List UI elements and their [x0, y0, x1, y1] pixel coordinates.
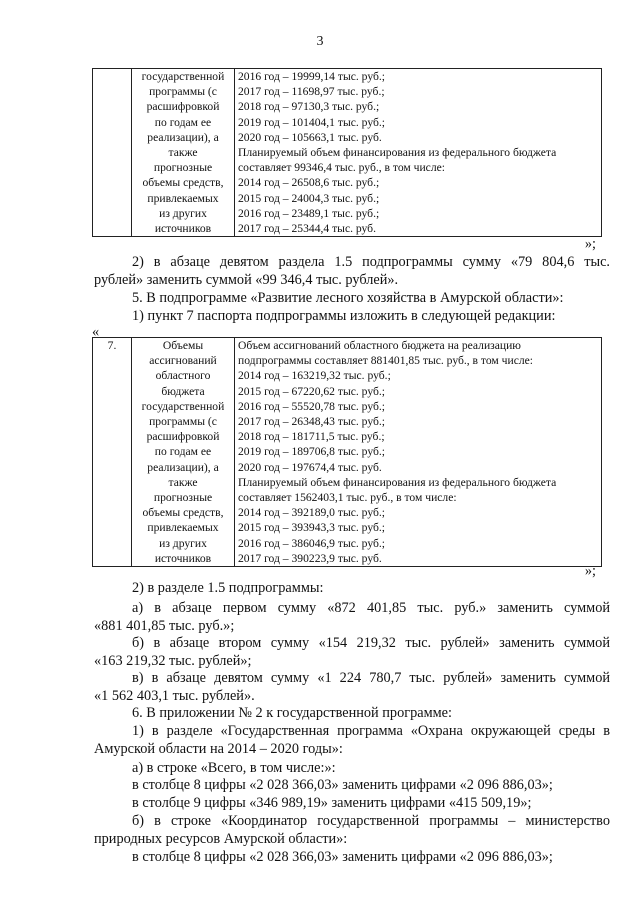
cell-line: также: [168, 146, 198, 160]
cell-line: 2015 год – 67220,62 тыс. руб.;: [238, 384, 385, 398]
paragraph-line: а) в абзаце первом сумму «872 401,85 тыс. руб.» заменить суммой: [132, 600, 610, 616]
cell-line: 2019 год – 101404,1 тыс. руб.;: [238, 115, 385, 129]
cell-line: реализации), а: [147, 460, 219, 474]
paragraph-line: Амурской области на 2014 – 2020 годы»:: [94, 741, 343, 757]
cell-line: прогнозные: [153, 491, 213, 505]
table-cell-label: [132, 69, 235, 237]
paragraph-line: «881 401,85 тыс. руб.»;: [94, 618, 235, 634]
paragraph-line: а) в строке «Всего, в том числе:»:: [132, 760, 336, 776]
paragraph-line: «163 219,32 тыс. рублей»;: [94, 653, 252, 669]
cell-line: бюджета: [161, 384, 205, 398]
cell-line: реализации), а: [147, 130, 219, 144]
table-continuation: [92, 68, 602, 237]
paragraph-line: б) в абзаце втором сумму «154 219,32 тыс. рублей» заменить суммой: [132, 635, 610, 651]
cell-line: объемы средств,: [142, 506, 224, 520]
cell-line: Объем ассигнований областного бюджета на реализацию: [238, 339, 521, 352]
paragraph-line: в столбце 8 цифры «2 028 366,03» заменить цифрами «2 096 886,03»;: [132, 849, 553, 865]
cell-line: объемы средств,: [142, 176, 224, 190]
paragraph-line: 1) в разделе «Государственная программа «Охрана окружающей среды в: [132, 723, 610, 739]
paragraph-line: 5. В подпрограмме «Развитие лесного хозяйства в Амурской области»:: [132, 290, 564, 306]
cell-line: по годам ее: [154, 115, 212, 129]
cell-line: привлекаемых: [147, 191, 219, 205]
cell-line: расшифровкой: [146, 100, 220, 114]
paragraph-line: в столбце 9 цифры «346 989,19» заменить цифрами «415 509,19»;: [132, 795, 532, 811]
cell-line: из других: [159, 206, 207, 220]
paragraph-line: б) в строке «Координатор государственной программы – министерство: [132, 813, 610, 829]
cell-line: 2017 год – 26348,43 тыс. руб.;: [238, 415, 385, 429]
table-cell-label: [132, 338, 235, 567]
cell-line: 2016 год – 386046,9 тыс. руб.;: [238, 536, 385, 550]
cell-line: источников: [154, 551, 212, 565]
open-quote: «: [92, 324, 100, 340]
cell-line: 2017 год – 390223,9 тыс. руб.: [238, 551, 382, 565]
close-quote: »;: [584, 563, 596, 579]
table-row: [93, 69, 602, 237]
cell-line: 2016 год – 55520,78 тыс. руб.;: [238, 399, 385, 413]
table-cell-value: [235, 69, 602, 237]
cell-line: государственной: [141, 399, 225, 413]
paragraph-line: в столбце 8 цифры «2 028 366,03» заменить цифрами «2 096 886,03»;: [132, 777, 553, 793]
paragraph-line: 2) в абзаце девятом раздела 1.5 подпрограммы сумму «79 804,6 тыс.: [132, 254, 610, 270]
cell-line: 2019 год – 189706,8 тыс. руб.;: [238, 445, 385, 459]
cell-line: ассигнований: [149, 354, 217, 368]
cell-line: также: [168, 475, 198, 489]
cell-line: привлекаемых: [147, 521, 219, 535]
cell-line: 2015 год – 393943,3 тыс. руб.;: [238, 521, 385, 535]
cell-line: 2018 год – 181711,5 тыс. руб.;: [238, 430, 385, 444]
table-row: [93, 338, 602, 567]
cell-line: 2018 год – 97130,3 тыс. руб.;: [238, 100, 380, 114]
cell-line: Планируемый объем финансирования из федерального бюджета: [238, 146, 557, 160]
cell-line: прогнозные: [153, 161, 213, 175]
paragraph-line: природных ресурсов Амурской области»:: [94, 831, 348, 847]
page-number: 3: [316, 34, 324, 49]
cell-line: 2020 год – 105663,1 тыс. руб.: [238, 130, 382, 144]
cell-line: 2014 год – 26508,6 тыс. руб.;: [238, 176, 380, 190]
cell-line: программы (с: [149, 415, 217, 429]
cell-line: 2014 год – 163219,32 тыс. руб.;: [238, 369, 391, 383]
paragraph-line: «1 562 403,1 тыс. рублей».: [94, 688, 255, 704]
cell-line: составляет 1562403,1 тыс. руб., в том числе:: [238, 491, 457, 505]
cell-line: 2017 год – 11698,97 тыс. руб.;: [238, 85, 385, 99]
cell-line: областного: [155, 369, 211, 383]
cell-line: 2016 год – 23489,1 тыс. руб.;: [238, 206, 380, 220]
cell-line: 2015 год – 24004,3 тыс. руб.;: [238, 191, 380, 205]
table-cell-value: [235, 338, 602, 567]
cell-line: по годам ее: [154, 445, 212, 459]
table-cell-number: [93, 69, 132, 237]
row-number: 7.: [107, 339, 117, 352]
paragraph-line: 1) пункт 7 паспорта подпрограммы изложить в следующей редакции:: [132, 308, 556, 324]
cell-line: государственной: [141, 70, 225, 83]
cell-line: 2020 год – 197674,4 тыс. руб.: [238, 460, 382, 474]
paragraph-line: 6. В приложении № 2 к государственной программе:: [132, 705, 452, 721]
paragraph-line: в) в абзаце девятом сумму «1 224 780,7 тыс. рублей» заменить суммой: [132, 670, 610, 686]
cell-line: 2017 год – 25344,4 тыс. руб.: [238, 222, 376, 236]
cell-line: из других: [159, 536, 207, 550]
cell-line: подпрограммы составляет 881401,85 тыс. руб., в том числе:: [238, 354, 533, 368]
cell-line: составляет 99346,4 тыс. руб., в том числе:: [238, 161, 445, 175]
table-cell-number: [93, 338, 132, 567]
cell-line: 2016 год – 19999,14 тыс. руб.;: [238, 70, 385, 83]
cell-line: Планируемый объем финансирования из федерального бюджета: [238, 475, 557, 489]
paragraph-line: рублей» заменить суммой «99 346,4 тыс. рублей».: [94, 272, 399, 288]
passport-table: [92, 337, 602, 567]
close-quote: »;: [584, 236, 596, 252]
paragraph-line: 2) в разделе 1.5 подпрограммы:: [132, 580, 324, 596]
cell-line: источников: [154, 222, 212, 236]
cell-line: 2014 год – 392189,0 тыс. руб.;: [238, 506, 385, 520]
cell-line: программы (с: [149, 85, 217, 99]
cell-line: Объемы: [162, 339, 204, 352]
cell-line: расшифровкой: [146, 430, 220, 444]
